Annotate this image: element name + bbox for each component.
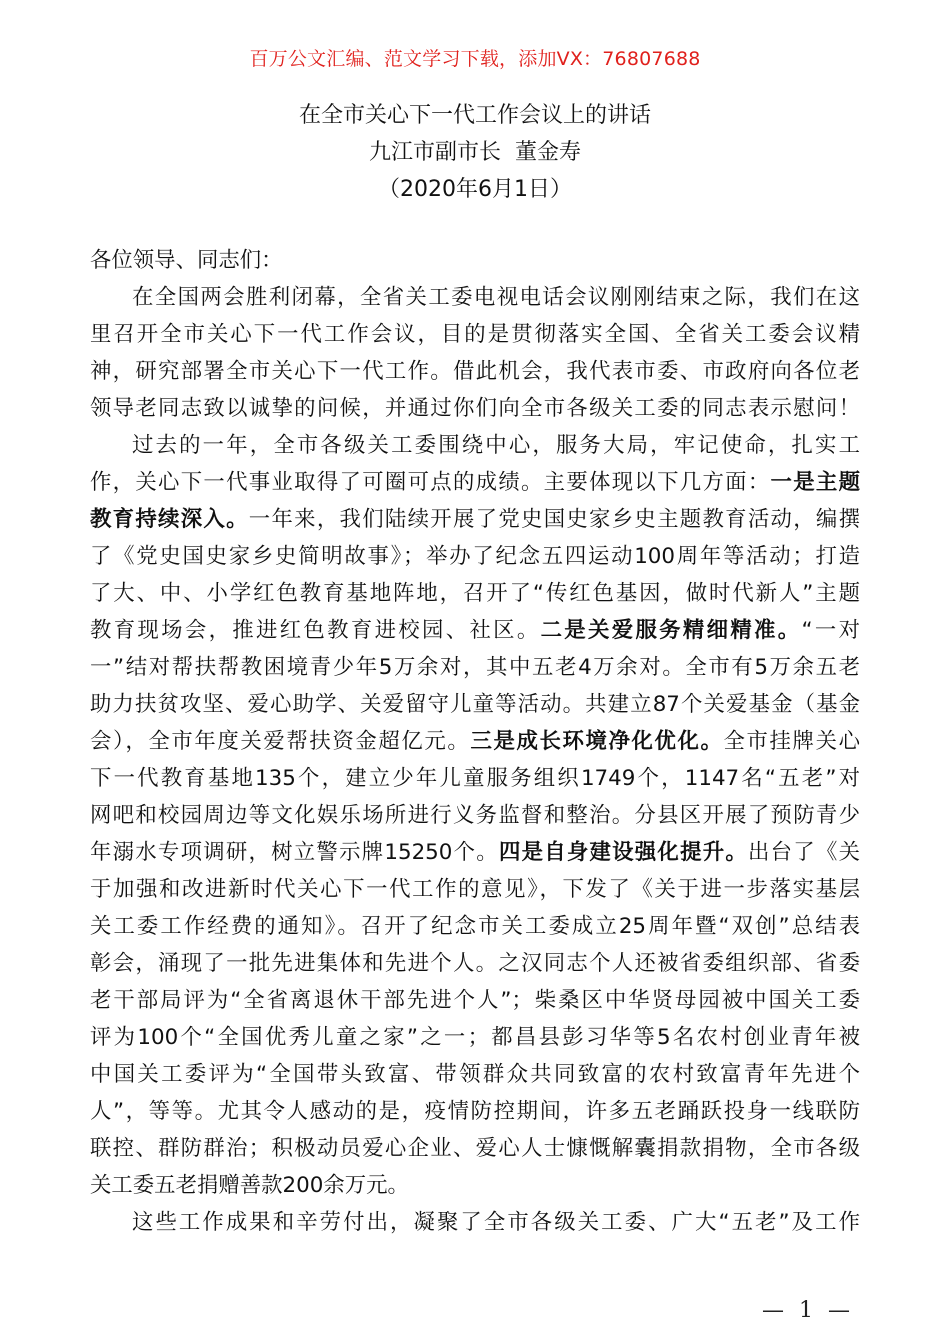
text-run: 作，关心下一代事业取得了可圈可点的成绩。主要体现以下几方面： [90,470,771,495]
text-run: 教育现场会，推进红色教育进校园、社区。 [90,618,541,643]
page-number: — 1 — [762,1298,854,1323]
paragraph-line: 老干部局评为“全省离退休干部先进个人”；柴桑区中华贤母园被中国关工委 [90,988,860,1013]
text-run: “一对 [801,618,860,643]
speech-body [90,242,860,1241]
paragraph-line: 一”结对帮扶帮教困境青少年5万余对，其中五老4万余对。全市有5万余五老 [90,655,860,680]
text-run: 全市挂牌关心 [723,729,860,754]
title-block [0,97,950,208]
speaker-line: 九江市副市长 董金寿 [369,140,581,165]
paragraph-line: 评为100个“全国优秀儿童之家”之一；都昌县彭习华等5名农村创业青年被 [90,1025,860,1050]
text-run: 出台了《关 [748,840,860,865]
paragraph-line: 下一代教育基地135个，建立少年儿童服务组织1749个，1147名“五老”对 [90,766,860,791]
paragraph-line [90,834,860,871]
highlight-heading-3: 三是成长环境净化优化。 [470,729,724,754]
paragraph-line: 人”，等等。尤其令人感动的是，疫情防控期间，许多五老踊跃投身一线联防 [90,1099,860,1124]
paragraph-line: 彰会，涌现了一批先进集体和先进个人。之汉同志个人还被省委组织部、省委 [90,951,860,976]
paragraph-line: 于加强和改进新时代关心下一代工作的意见》，下发了《关于进一步落实基层 [90,877,860,902]
paragraph-line: 中国关工委评为“全国带头致富、带领群众共同致富的农村致富青年先进个 [90,1062,860,1087]
watermark-banner: 百万公文汇编、范文学习下载，添加VX：76807688 [249,48,701,70]
paragraph-line: 联控、群防群治；积极动员爱心企业、爱心人士慷慨解囊捐款捐物，全市各级 [90,1136,860,1161]
paragraph-line: 在全国两会胜利闭幕，全省关工委电视电话会议刚刚结束之际，我们在这 [132,285,860,310]
speech-date: （2020年6月1日） [378,177,572,202]
paragraph-line: 了《党史国史家乡史简明故事》；举办了纪念五四运动100周年等活动；打造 [90,544,860,569]
paragraph-line: 关工委工作经费的通知》。召开了纪念市关工委成立25周年暨“双创”总结表 [90,914,860,939]
paragraph-line: 领导老同志致以诚挚的问候，并通过你们向全市各级关工委的同志表示慰问！ [90,396,860,421]
paragraph-line: 神，研究部署全市关心下一代工作。借此机会，我代表市委、市政府向各位老 [90,359,860,384]
text-run: 会），全市年度关爱帮扶资金超亿元。 [90,729,471,754]
paragraph-line [90,612,860,649]
paragraph-line: 过去的一年，全市各级关工委围绕中心，服务大局，牢记使命，扎实工 [132,433,860,458]
paragraph-line [90,501,860,538]
speech-title: 在全市关心下一代工作会议上的讲话 [298,103,651,128]
highlight-heading-1-cont: 教育持续深入。 [90,507,249,532]
paragraph-line: 关工委五老捐赠善款200余万元。 [90,1173,409,1198]
highlight-heading-1: 一是主题 [770,470,860,495]
paragraph-line: 这些工作成果和辛劳付出，凝聚了全市各级关工委、广大“五老”及工作 [132,1210,860,1235]
paragraph-line: 助力扶贫攻坚、爱心助学、关爱留守儿童等活动。共建立87个关爱基金（基金 [90,692,860,717]
highlight-heading-2: 二是关爱服务精细精准。 [540,618,802,643]
text-run: 年溺水专项调研，树立警示牌15250个。 [90,840,499,865]
salutation: 各位领导、同志们： [90,248,283,273]
paragraph-line: 网吧和校园周边等文化娱乐场所进行义务监督和整治。分县区开展了预防青少 [90,803,860,828]
paragraph-line: 里召开全市关心下一代工作会议，目的是贯彻落实全国、全省关工委会议精 [90,322,860,347]
paragraph-line [90,464,860,501]
highlight-heading-4: 四是自身建设强化提升。 [498,840,749,865]
paragraph-line [90,723,860,760]
paragraph-line: 了大、中、小学红色教育基地阵地，召开了“传红色基因，做时代新人”主题 [90,581,860,606]
text-run: 一年来，我们陆续开展了党史国史家乡史主题教育活动，编撰 [248,507,860,532]
